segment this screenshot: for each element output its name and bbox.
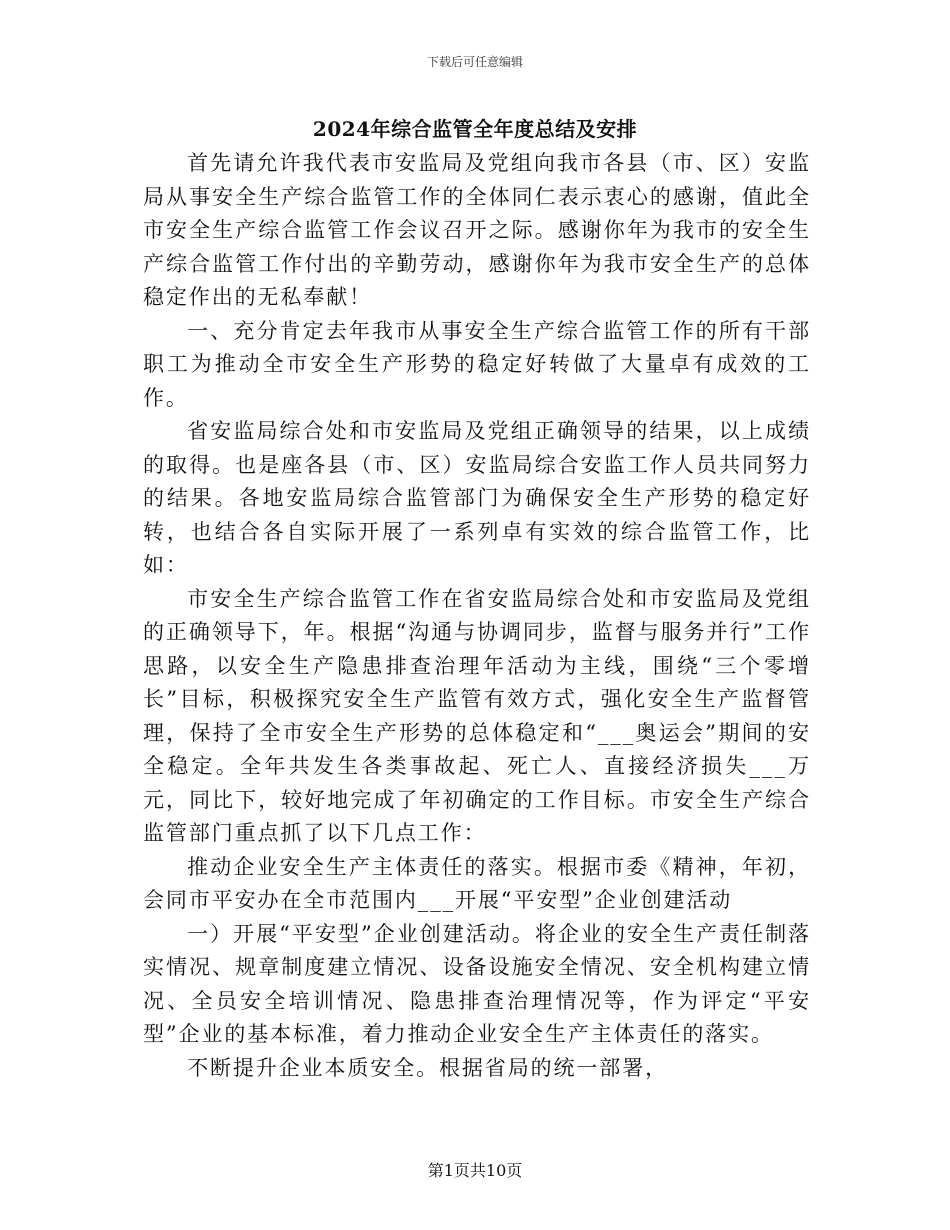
paragraph-6: 一）开展“平安型”企业创建活动。将企业的安全生产责任制落实情况、规章制度建立情况、设备设施安全情况、安全机构建立情况、全员安全培训情况、隐患排查治理情况等，作为评定“平安型”企业的基本标准，着力推动企业安全生产主体责任的落实。 <box>143 921 811 1046</box>
paragraph-5: 推动企业安全生产主体责任的落实。根据市委《精神，年初，会同市平安办在全市范围内___开展“平安型”企业创建活动 <box>143 854 811 912</box>
document-body <box>143 147 811 1085</box>
page-number: 第1页共10页 <box>427 1161 523 1180</box>
paragraph-2: 一、充分肯定去年我市从事安全生产综合监管工作的所有干部职工为推动全市安全生产形势的稳定好转做了大量卓有成效的工作。 <box>143 318 811 410</box>
paragraph-1: 首先请允许我代表市安监局及党组向我市各县（市、区）安监局从事安全生产综合监管工作的全体同仁表示衷心的感谢，值此全市安全生产综合监管工作会议召开之际。感谢你年为我市的安全生产综合监管工作付出的辛勤劳动，感谢你年为我市安全生产的总体稳定作出的无私奉献！ <box>143 151 811 309</box>
header-note: 下载后可任意编辑 <box>426 55 523 69</box>
paragraph-7: 不断提升企业本质安全。根据省局的统一部署， <box>187 1055 668 1080</box>
paragraph-4: 市安全生产综合监管工作在省安监局综合处和市安监局及党组的正确领导下，年。根据“沟通与协调同步，监督与服务并行”工作思路，以安全生产隐患排查治理年活动为主线，围绕“三个零增长”目标，积极探究安全生产监管有效方式，强化安全生产监督管理，保持了全市安全生产形势的总体稳定和“___奥运会”期间的安全稳定。全年共发生各类事故起、死亡人、直接经济损失___万元，同比下，较好地完成了年初确定的工作目标。市安全生产综合监管部门重点抓了以下几点工作： <box>143 586 811 845</box>
document-title: 2024年综合监管全年度总结及安排 <box>312 117 638 141</box>
paragraph-3: 省安监局综合处和市安监局及党组正确领导的结果，以上成绩的取得。也是座各县（市、区）安监局综合安监工作人员共同努力的结果。各地安监局综合监管部门为确保安全生产形势的稳定好转，也结合各自实际开展了一系列卓有实效的综合监管工作，比如： <box>143 419 811 577</box>
